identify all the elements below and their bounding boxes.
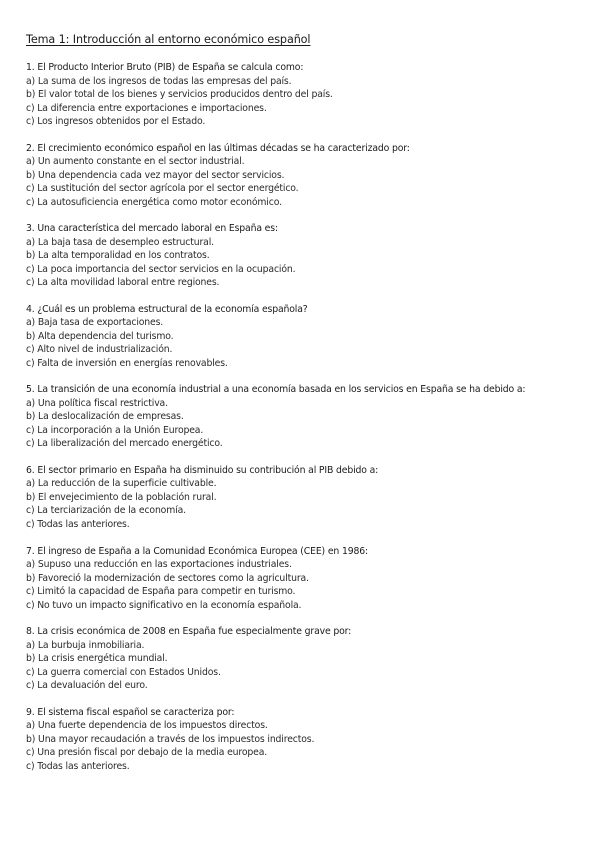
- question-text: 8. La crisis económica de 2008 en España fue especialmente grave por:: [26, 626, 352, 638]
- answer-option: a) La reducción de la superficie cultivable.: [26, 478, 217, 490]
- answer-option: a) Una política fiscal restrictiva.: [26, 397, 168, 409]
- answer-option: c) La poca importancia del sector servicios en la ocupación.: [26, 263, 296, 275]
- answer-option: a) Baja tasa de exportaciones.: [26, 317, 164, 329]
- question-4: [26, 303, 586, 371]
- answer-option: a) La baja tasa de desempleo estructural.: [26, 236, 214, 248]
- answer-option: c) Todas las anteriores.: [26, 518, 130, 530]
- question-2: [26, 142, 586, 210]
- question-6: [26, 464, 586, 532]
- answer-option: b) La deslocalización de empresas.: [26, 411, 184, 423]
- question-text: 4. ¿Cuál es un problema estructural de la economía española?: [26, 303, 308, 315]
- question-text: 3. Una característica del mercado laboral en España es:: [26, 223, 278, 235]
- answer-option: c) La liberalización del mercado energético.: [26, 438, 223, 450]
- question-9: [26, 706, 586, 774]
- answer-option: a) Una fuerte dependencia de los impuestos directos.: [26, 720, 268, 732]
- question-1: [26, 61, 586, 129]
- question-8: [26, 625, 586, 693]
- answer-option: c) La guerra comercial con Estados Unidos.: [26, 666, 221, 678]
- answer-option: a) Supuso una reducción en las exportaciones industriales.: [26, 559, 292, 571]
- question-5: [26, 383, 586, 451]
- answer-option: a) La burbuja inmobiliaria.: [26, 639, 145, 651]
- answer-option: a) Un aumento constante en el sector industrial.: [26, 156, 245, 168]
- answer-option: c) Todas las anteriores.: [26, 760, 130, 772]
- answer-option: b) El envejecimiento de la población rural.: [26, 491, 217, 503]
- question-text: 2. El crecimiento económico español en las últimas décadas se ha caracterizado por:: [26, 142, 410, 154]
- answer-option: c) Alto nivel de industrialización.: [26, 344, 173, 356]
- page-title: Tema 1: Introducción al entorno económico español: [26, 33, 311, 46]
- question-text: 9. El sistema fiscal español se caracteriza por:: [26, 706, 235, 718]
- answer-option: b) Una dependencia cada vez mayor del sector servicios.: [26, 169, 285, 181]
- answer-option: c) La devaluación del euro.: [26, 680, 148, 692]
- question-list: [26, 61, 586, 786]
- question-text: 5. La transición de una economía industrial a una economía basada en los servicios en España se ha debido a:: [26, 384, 526, 396]
- answer-option: b) La crisis energética mundial.: [26, 653, 168, 665]
- answer-option: b) Una mayor recaudación a través de los impuestos indirectos.: [26, 733, 315, 745]
- answer-option: a) La suma de los ingresos de todas las empresas del país.: [26, 75, 292, 87]
- answer-option: c) La incorporación a la Unión Europea.: [26, 424, 204, 436]
- answer-option: c) La autosuficiencia energética como motor económico.: [26, 196, 282, 208]
- answer-option: c) La sustitución del sector agrícola por el sector energético.: [26, 183, 299, 195]
- answer-option: b) El valor total de los bienes y servicios producidos dentro del país.: [26, 89, 333, 100]
- question-text: 6. El sector primario en España ha disminuido su contribución al PIB debido a:: [26, 464, 379, 476]
- question-text: 1. El Producto Interior Bruto (PIB) de España se calcula como:: [26, 62, 304, 73]
- answer-option: c) La terciarización de la economía.: [26, 505, 186, 517]
- answer-option: b) La alta temporalidad en los contratos.: [26, 250, 210, 262]
- answer-option: c) La diferencia entre exportaciones e importaciones.: [26, 102, 267, 114]
- answer-option: b) Alta dependencia del turismo.: [26, 330, 174, 342]
- answer-option: c) Una presión fiscal por debajo de la media europea.: [26, 747, 268, 759]
- answer-option: c) Limitó la capacidad de España para competir en turismo.: [26, 586, 296, 598]
- answer-option: c) La alta movilidad laboral entre regiones.: [26, 277, 220, 289]
- question-3: [26, 222, 586, 290]
- answer-option: b) Favoreció la modernización de sectores como la agricultura.: [26, 572, 309, 584]
- answer-option: c) No tuvo un impacto significativo en la economía española.: [26, 599, 302, 611]
- question-text: 7. El ingreso de España a la Comunidad Económica Europea (CEE) en 1986:: [26, 545, 368, 557]
- answer-option: c) Los ingresos obtenidos por el Estado.: [26, 116, 206, 127]
- answer-option: c) Falta de inversión en energías renovables.: [26, 357, 228, 369]
- question-7: [26, 545, 586, 613]
